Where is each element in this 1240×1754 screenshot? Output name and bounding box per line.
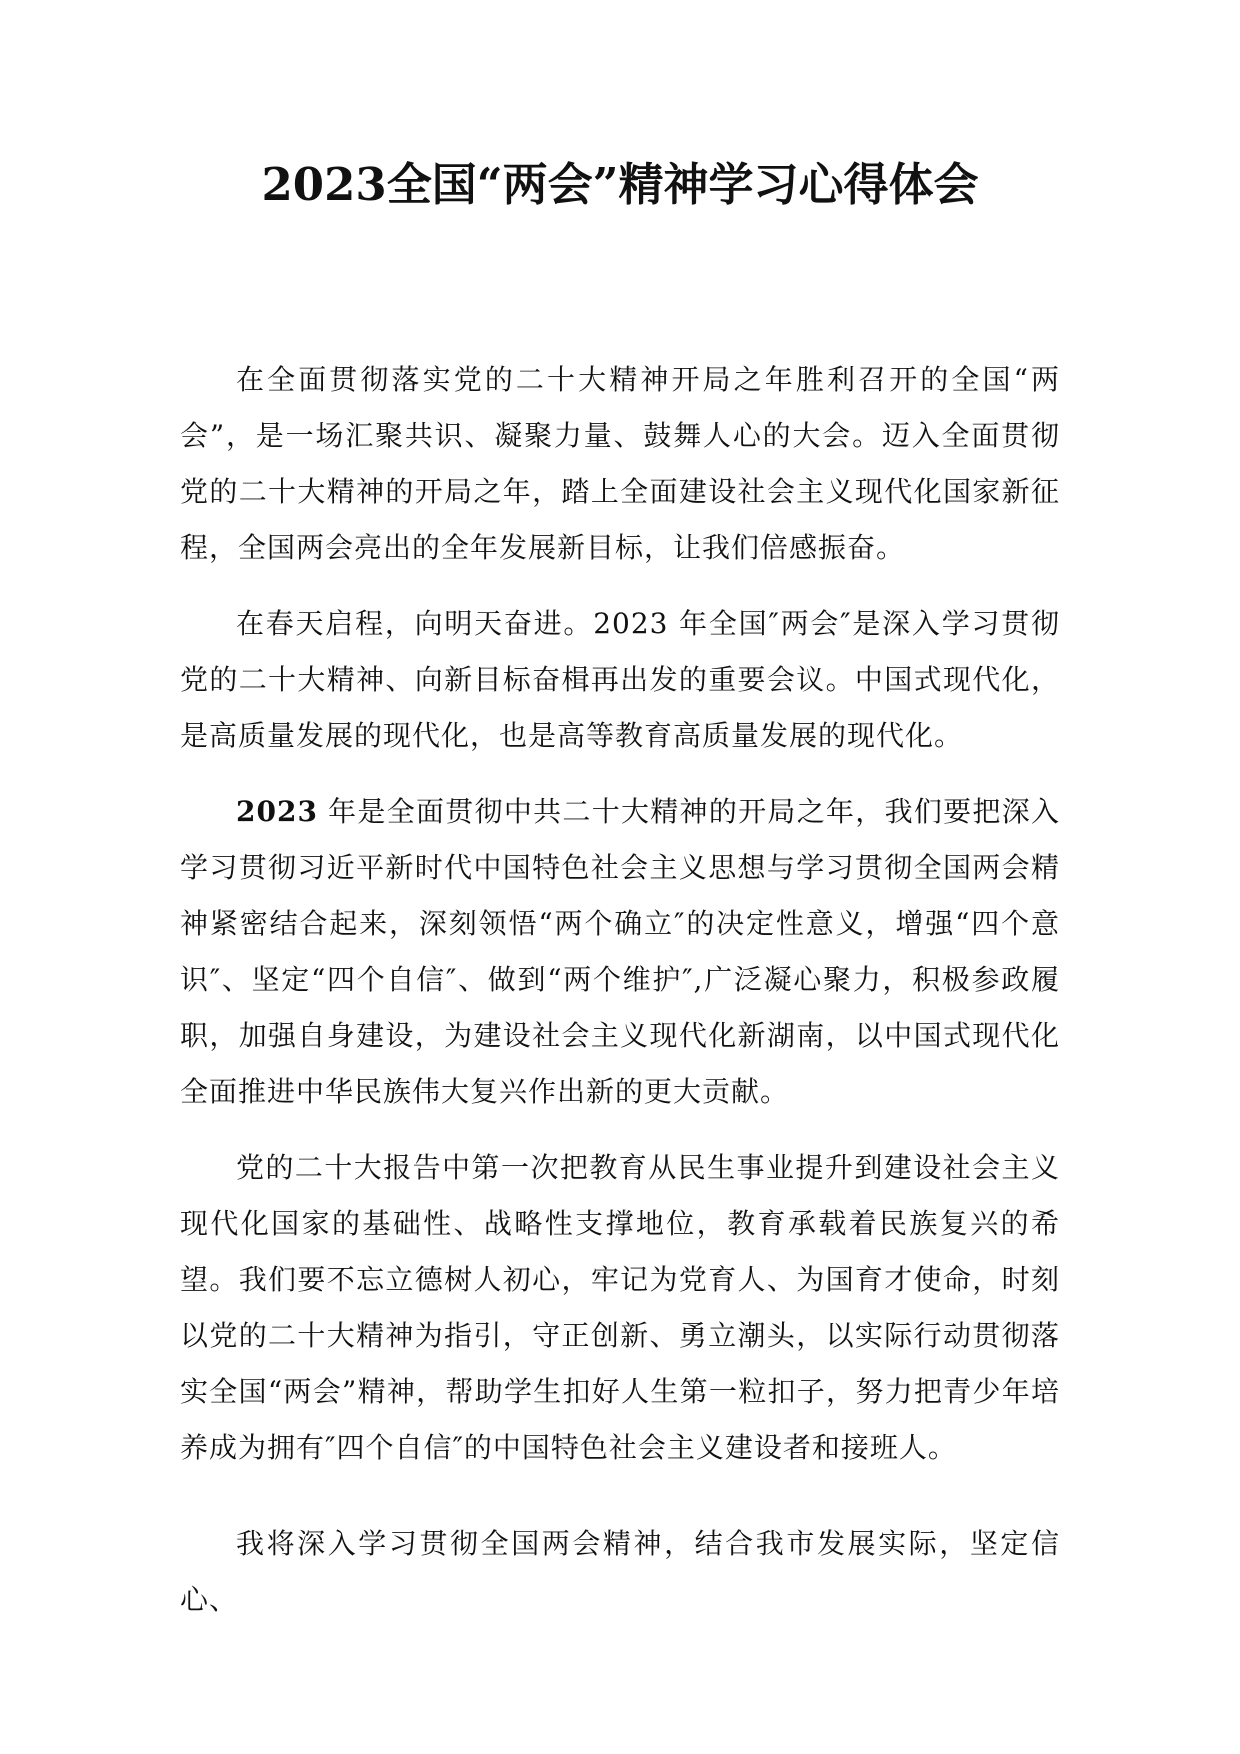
paragraph-2: 在春天启程，向明天奋进。2023 年全国″两会″是深入学习贯彻党的二十大精神、向新目标奋楫再出发的重要会议。中国式现代化，是高质量发展的现代化，也是高等教育高质量发展的现代化。 bbox=[180, 607, 1060, 752]
paragraph-4: 党的二十大报告中第一次把教育从民生事业提升到建设社会主义现代化国家的基础性、战略性支撑地位，教育承载着民族复兴的希望。我们要不忘立德树人初心，牢记为党育人、为国育才使命，时刻以党的二十大精神为指引，守正创新、勇立潮头，以实际行动贯彻落实全国“两会”精神，帮助学生扣好人生第一粒扣子，努力把青少年培养成为拥有″四个自信″的中国特色社会主义建设者和接班人。 bbox=[180, 1151, 1060, 1464]
paragraph-5: 我将深入学习贯彻全国两会精神，结合我市发展实际，坚定信心、 bbox=[180, 1527, 1060, 1616]
document-title: 2023全国“两会”精神学习心得体会 bbox=[261, 158, 979, 211]
document-body bbox=[180, 352, 1060, 1648]
paragraph-3 bbox=[180, 784, 1060, 1120]
paragraph-1: 在全面贯彻落实党的二十大精神开局之年胜利召开的全国“两会”，是一场汇聚共识、凝聚力量、鼓舞人心的大会。迈入全面贯彻党的二十大精神的开局之年，踏上全面建设社会主义现代化国家新征程，全国两会亮出的全年发展新目标，让我们倍感振奋。 bbox=[180, 363, 1060, 564]
paragraph-3-lead: 2023 bbox=[236, 795, 318, 828]
paragraph-3-text: 年是全面贯彻中共二十大精神的开局之年，我们要把深入学习贯彻习近平新时代中国特色社会主义思想与学习贯彻全国两会精神紧密结合起来，深刻领悟“两个确立″的决定性意义，增强“四个意识″、坚定“四个自信″、做到“两个维护″,广泛凝心聚力，积极参政履职，加强自身建设，为建设社会主义现代化新湖南，以中国式现代化全面推进中华民族伟大复兴作出新的更大贡献。 bbox=[180, 795, 1060, 1108]
